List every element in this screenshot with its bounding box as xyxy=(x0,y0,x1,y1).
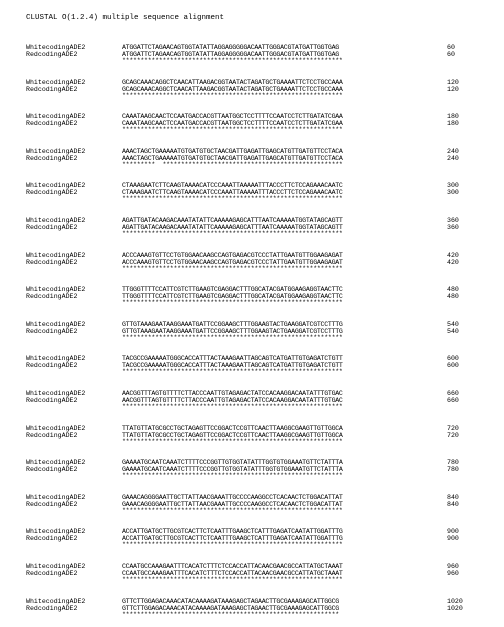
sequence-residues: AGATTGATACAAGACAAATATATTCAAAAAGAGCATTTAATCAAAAATGGTATAGCAGTT xyxy=(122,217,343,224)
sequence-residues: AAACTAGCTGAAAAATGTGATGTGCTAACGATTGAGATTGAGCATGTTGATGTTCCTACA xyxy=(122,154,343,162)
sequence-name: RedcodingADE2 xyxy=(26,85,78,93)
alignment-block xyxy=(0,147,504,177)
sequence-name: WhitecodingADE2 xyxy=(26,44,86,51)
consensus-stars: ********* ************************************************* xyxy=(122,160,343,168)
sequence-name: WhitecodingADE2 xyxy=(26,424,86,432)
alignment-block xyxy=(0,424,504,454)
sequence-residues: AGATTGATACAAGACAAATATATTCAAAAAGAGCATTTAATCAAAAATGGTATAGCAGTT xyxy=(122,224,343,231)
residue-count: 780 xyxy=(447,466,459,474)
sequence-name: RedcodingADE2 xyxy=(26,431,78,439)
sequence-residues: TTGGGTTTTCCATTCGTCTTGAAGTCGAGGACTTTGGCATACGATGGAAGAGGTAACTTC xyxy=(122,286,343,294)
consensus-stars: ************************************************************ xyxy=(122,541,343,549)
sequence-residues: AACGGTTTAGTGTTTTCTTACCCAATTGTAGAGACTATCCACAAGGACAATATTTGTGAC xyxy=(122,390,343,397)
alignment-block xyxy=(0,78,504,108)
sequence-residues: TACGCCGAAAAATGGGCACCATTTACTAAAGAATTAGCAGTCATGATTGTGAGATCTGTT xyxy=(122,355,343,363)
residue-count: 780 xyxy=(447,459,459,467)
sequence-residues: GTTCTTGGAGACAAACATACAAAAGATAAAGAGCTAGAACTTGCGAAAGAGCATTGGCG xyxy=(122,597,339,605)
sequence-name: WhitecodingADE2 xyxy=(26,113,86,121)
consensus-stars: ************************************************************ xyxy=(122,195,343,203)
residue-count: 600 xyxy=(447,355,459,363)
alignment-block xyxy=(0,597,504,627)
residue-count: 840 xyxy=(447,493,459,501)
consensus-stars: ************************************************************ xyxy=(122,403,343,410)
sequence-residues: TTGGGTTTTCCATTCGTCTTGAAGTCGAGGACTTTGGCATACGATGGAAGAGGTAACTTC xyxy=(122,293,343,301)
residue-count: 660 xyxy=(447,397,459,404)
sequence-residues: CAAATAAGCAACTCCAATGACCACGTTAATGGCTCCTTTTCCAATCCTCTTGATATCGAA xyxy=(122,113,343,121)
sequence-name: RedcodingADE2 xyxy=(26,397,78,404)
sequence-residues: TTATGTTATGCGCCTGCTAGAGTTCCGGACTCCGTTCAACTTAAGGCGAAGTTGTTGGCA xyxy=(122,431,343,439)
sequence-name: WhitecodingADE2 xyxy=(26,563,86,570)
sequence-name: WhitecodingADE2 xyxy=(26,320,86,328)
alignment-block xyxy=(0,354,504,384)
sequence-residues: ATGGATTCTAGAACAGTGGTATATTAGGAGGGGGACAATTGGGACGTATGATTGGTGAG xyxy=(122,51,339,58)
sequence-residues: AAACTAGCTGAAAAATGTGATGTGCTAACGATTGAGATTGAGCATGTTGATGTTCCTACA xyxy=(122,147,343,155)
residue-count: 840 xyxy=(447,500,459,508)
alignment-block xyxy=(0,285,504,315)
clustal-header: CLUSTAL O(1.2.4) multiple sequence alignment xyxy=(26,14,225,22)
sequence-name: RedcodingADE2 xyxy=(26,224,78,231)
residue-count: 360 xyxy=(447,224,459,231)
sequence-name: RedcodingADE2 xyxy=(26,500,78,508)
sequence-name: WhitecodingADE2 xyxy=(26,147,86,155)
residue-count: 960 xyxy=(447,563,459,570)
residue-count: 180 xyxy=(447,120,459,128)
residue-count: 540 xyxy=(447,320,459,328)
residue-count: 1020 xyxy=(447,597,463,605)
residue-count: 720 xyxy=(447,431,459,439)
sequence-residues: GAAAATGCAATCAAATCTTTTCCCGGTTGTGGTATATTTGGTGTGGAAATGTTCTATTTA xyxy=(122,466,343,474)
sequence-name: WhitecodingADE2 xyxy=(26,528,86,536)
sequence-name: WhitecodingADE2 xyxy=(26,493,86,501)
residue-count: 540 xyxy=(447,327,459,335)
consensus-stars: ************************************************************ xyxy=(122,264,343,272)
sequence-name: WhitecodingADE2 xyxy=(26,217,86,224)
sequence-name: WhitecodingADE2 xyxy=(26,390,86,397)
sequence-name: WhitecodingADE2 xyxy=(26,251,86,259)
residue-count: 240 xyxy=(447,147,459,155)
sequence-residues: GTTCTTGGAGACAAACATACAAAAGATAAAGAGCTAGAACTTGCGAAAGAGCATTGGCG xyxy=(122,604,339,612)
sequence-residues: GAAACAGGGGAATTGCTTATTAACGAAATTGCCCCAAGGCCTCACAACTCTGGACATTAT xyxy=(122,500,343,508)
residue-count: 120 xyxy=(447,78,459,86)
sequence-residues: GAAAATGCAATCAAATCTTTTCCCGGTTGTGGTATATTTGGTGTGGAAATGTTCTATTTA xyxy=(122,459,343,467)
sequence-residues: ACCCAAAGTGTTCCTGTGGAACAAGCCAGTGAGACGTCCCTATTGAATGTTGGAAGAGAT xyxy=(122,258,343,266)
residue-count: 660 xyxy=(447,390,459,397)
consensus-stars: ************************************************************ xyxy=(122,91,343,99)
residue-count: 360 xyxy=(447,217,459,224)
sequence-name: RedcodingADE2 xyxy=(26,189,78,197)
sequence-residues: GCAGCAAACAGGCTCAACATTAAGACGGTAATACTAGATGCTGAAAATTCTCCTGCCAAA xyxy=(122,78,343,86)
sequence-name: RedcodingADE2 xyxy=(26,535,78,543)
consensus-stars: ************************************************************ xyxy=(122,299,343,307)
alignment-block xyxy=(0,43,504,73)
residue-count: 300 xyxy=(447,182,459,190)
residue-count: 60 xyxy=(447,51,455,58)
sequence-residues: ACCATTGATGCTTGCGTCACTTCTCAATTTGAAGCTCATTTGAGATCAATATTGGATTTG xyxy=(122,528,343,536)
alignment-block xyxy=(0,181,504,211)
alignment-block xyxy=(0,112,504,142)
sequence-residues: GTTGTAAAGAATAAGGAAATGATTCCGGAAGCTTTGGAAGTACTGAAGGATCGTCCTTTG xyxy=(122,327,343,335)
sequence-residues: CTAAAGAATCTTCAAGTAAAACATCCCAAATTAAAAATTTACCCTTCTCCAGAAACAATC xyxy=(122,189,343,197)
consensus-stars: ************************************************************ xyxy=(122,506,343,514)
sequence-residues: ACCATTGATGCTTGCGTCACTTCTCAATTTGAAGCTCATTTGAGATCAATATTGGATTTG xyxy=(122,535,343,543)
consensus-stars: ************************************************************ xyxy=(122,437,343,445)
sequence-residues: GCAGCAAACAGGCTCAACATTAAGACGGTAATACTAGATGCTGAAAATTCTCCTGCCAAA xyxy=(122,85,343,93)
residue-count: 720 xyxy=(447,424,459,432)
sequence-residues: ACCCAAAGTGTTCCTGTGGAACAAGCCAGTGAGACGTCCCTATTGAATGTTGGAAGAGAT xyxy=(122,251,343,259)
consensus-stars: ************************************************************ xyxy=(122,472,343,480)
consensus-stars: ************************************************************ xyxy=(122,368,343,376)
consensus-stars: *********************************************************** xyxy=(122,610,339,618)
alignment-block xyxy=(0,458,504,488)
alignment-block xyxy=(0,562,504,592)
alignment-block xyxy=(0,216,504,246)
residue-count: 420 xyxy=(447,258,459,266)
sequence-residues: ATGGATTCTAGAACAGTGGTATATTAGGAGGGGGACAATTGGGACGTATGATTGGTGAG xyxy=(122,44,339,51)
residue-count: 300 xyxy=(447,189,459,197)
alignment-block xyxy=(0,389,504,419)
sequence-name: RedcodingADE2 xyxy=(26,258,78,266)
sequence-name: WhitecodingADE2 xyxy=(26,182,86,190)
sequence-name: RedcodingADE2 xyxy=(26,120,78,128)
consensus-stars: ************************************************************ xyxy=(122,230,343,237)
sequence-residues: TACGCCGAAAAATGGGCACCATTTACTAAAGAATTAGCAGTCATGATTGTGAGATCTGTT xyxy=(122,362,343,370)
alignment-block xyxy=(0,320,504,350)
sequence-name: WhitecodingADE2 xyxy=(26,78,86,86)
residue-count: 1020 xyxy=(447,604,463,612)
consensus-stars: ************************************************************ xyxy=(122,333,343,341)
sequence-residues: CTAAAGAATCTTCAAGTAAAACATCCCAAATTAAAAATTTACCCTTCTCCAGAAACAATC xyxy=(122,182,343,190)
sequence-name: RedcodingADE2 xyxy=(26,362,78,370)
sequence-name: RedcodingADE2 xyxy=(26,51,78,58)
sequence-name: RedcodingADE2 xyxy=(26,604,78,612)
sequence-name: WhitecodingADE2 xyxy=(26,597,86,605)
sequence-name: RedcodingADE2 xyxy=(26,466,78,474)
consensus-stars: ************************************************************ xyxy=(122,126,343,134)
alignment-block xyxy=(0,493,504,523)
sequence-name: WhitecodingADE2 xyxy=(26,355,86,363)
residue-count: 120 xyxy=(447,85,459,93)
sequence-name: RedcodingADE2 xyxy=(26,327,78,335)
consensus-stars: ************************************************************ xyxy=(122,576,343,583)
residue-count: 420 xyxy=(447,251,459,259)
residue-count: 180 xyxy=(447,113,459,121)
sequence-name: WhitecodingADE2 xyxy=(26,459,86,467)
sequence-residues: GTTGTAAAGAATAAGGAAATGATTCCGGAAGCTTTGGAAGTACTGAAGGATCGTCCTTTG xyxy=(122,320,343,328)
sequence-residues: CAAATAAGCAACTCCAATGACCACGTTAATGGCTCCTTTTCCAATCCTCTTGATATCGAA xyxy=(122,120,343,128)
sequence-name: RedcodingADE2 xyxy=(26,570,78,577)
alignment-block xyxy=(0,251,504,281)
alignment-block xyxy=(0,527,504,557)
sequence-residues: TTATGTTATGCGCCTGCTAGAGTTCCGGACTCCGTTCAACTTAAGGCGAAGTTGTTGGCA xyxy=(122,424,343,432)
sequence-name: RedcodingADE2 xyxy=(26,293,78,301)
residue-count: 900 xyxy=(447,528,459,536)
sequence-residues: AACGGTTTAGTGTTTTCTTACCCAATTGTAGAGACTATCCACAAGGACAATATTTGTGAC xyxy=(122,397,343,404)
residue-count: 480 xyxy=(447,293,459,301)
sequence-residues: CCAATGCCAAAGAATTTCACATCTTTCTCCACCATTACAACGAACGCCATTATGCTAAAT xyxy=(122,563,343,570)
residue-count: 900 xyxy=(447,535,459,543)
residue-count: 600 xyxy=(447,362,459,370)
residue-count: 240 xyxy=(447,154,459,162)
consensus-stars: ************************************************************ xyxy=(122,57,343,64)
sequence-residues: GAAACAGGGGAATTGCTTATTAACGAAATTGCCCCAAGGCCTCACAACTCTGGACATTAT xyxy=(122,493,343,501)
residue-count: 60 xyxy=(447,44,455,51)
residue-count: 960 xyxy=(447,570,459,577)
residue-count: 480 xyxy=(447,286,459,294)
sequence-residues: CCAATGCCAAAGAATTTCACATCTTTCTCCACCATTACAACGAACGCCATTATGCTAAAT xyxy=(122,570,343,577)
sequence-name: WhitecodingADE2 xyxy=(26,286,86,294)
sequence-name: RedcodingADE2 xyxy=(26,154,78,162)
